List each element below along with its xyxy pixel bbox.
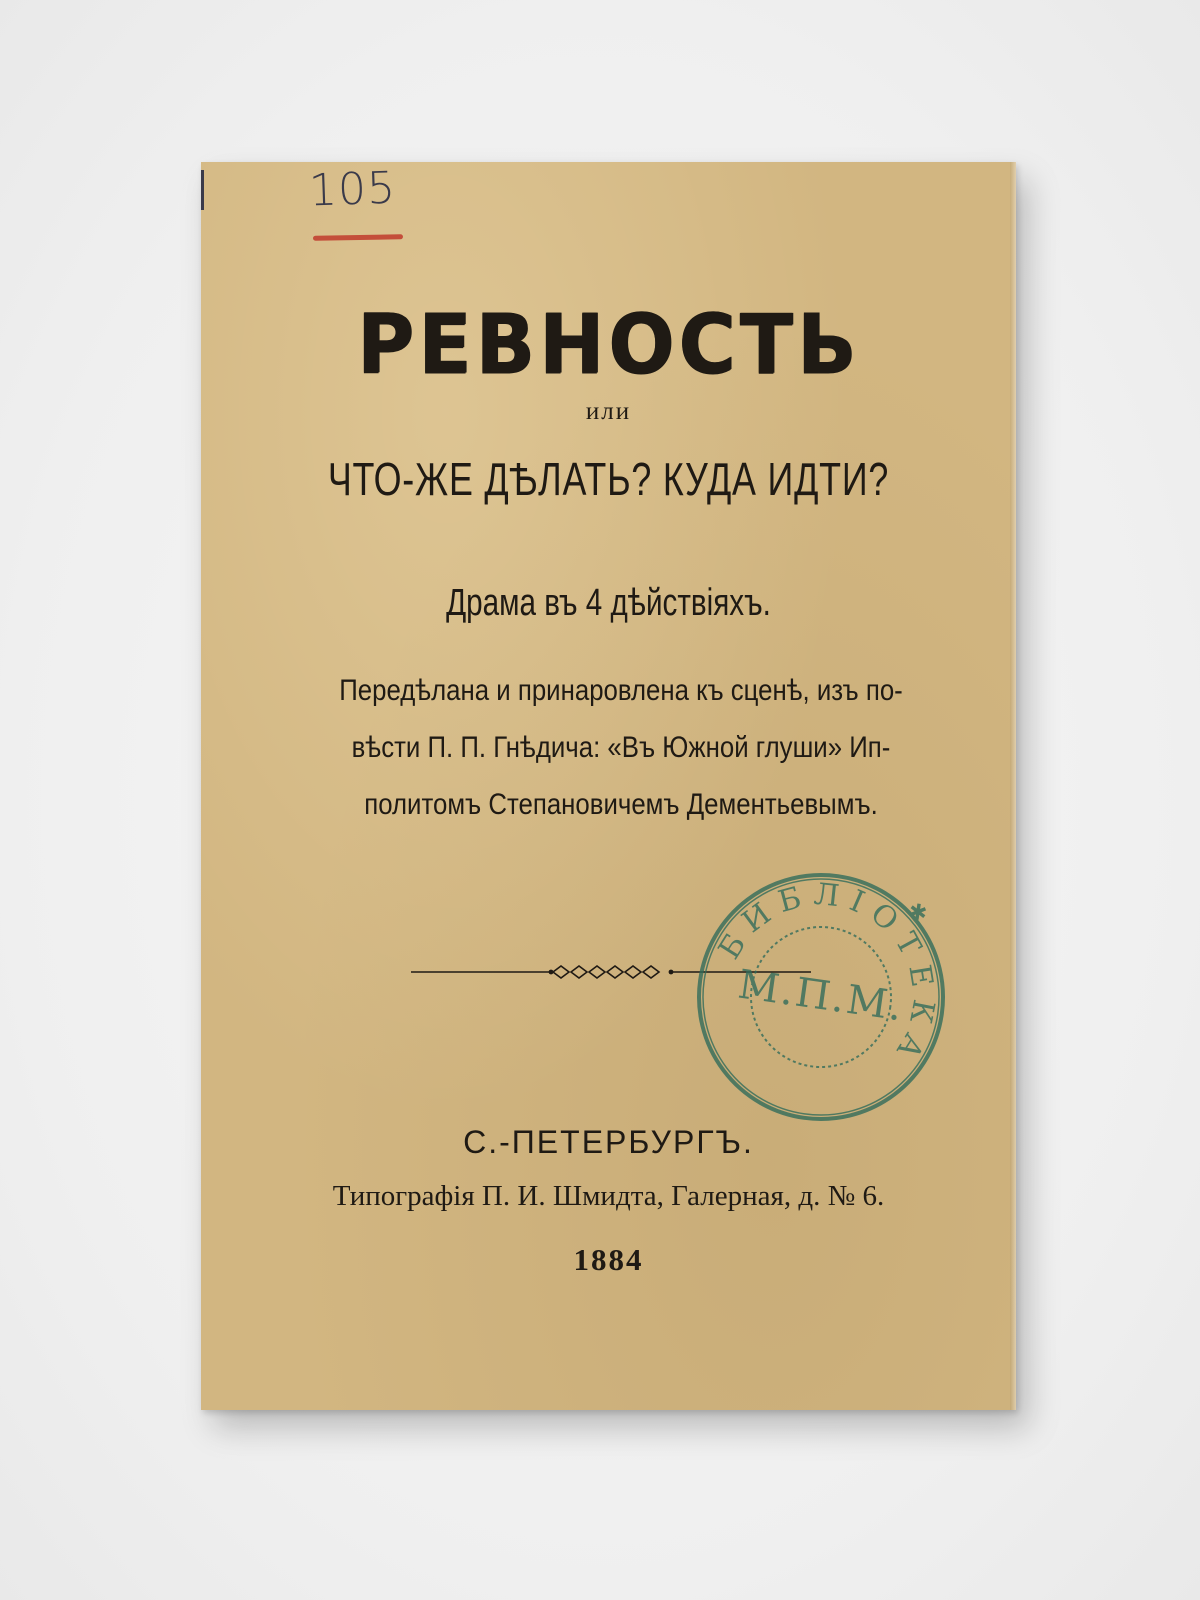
genre-line: Драма въ 4 дѣйствіяхъ. bbox=[446, 582, 771, 624]
credit-line: Передѣлана и принаровлена къ сценѣ, изъ по- bbox=[339, 674, 903, 707]
stamp-center-text: М.П.М. bbox=[735, 961, 908, 1031]
credit-line: вѣсти П. П. Гнѣдича: «Въ Южной глуши» Ип- bbox=[351, 731, 891, 764]
svg-text:БИБЛІОТЕКА bbox=[698, 863, 956, 1076]
publication-city: С.-ПЕТЕРБУРГЪ. bbox=[463, 1124, 754, 1160]
red-underline-mark bbox=[313, 234, 403, 241]
stamp-ring-text: БИБЛІОТЕКА bbox=[711, 876, 942, 1074]
credit-line: политомъ Степановичемъ Дементьевымъ. bbox=[364, 788, 878, 821]
book-title: РЕВНОСТЬ bbox=[356, 297, 861, 393]
shelf-mark-tick bbox=[201, 170, 214, 210]
printer-line: Типографія П. И. Шмидта, Галерная, д. № 6. bbox=[332, 1180, 885, 1212]
book-page-edge bbox=[1010, 162, 1016, 1410]
book-subtitle: ЧТО-ЖЕ ДѢЛАТЬ? КУДА ИДТИ? bbox=[327, 453, 890, 505]
credit-block bbox=[261, 662, 981, 833]
library-stamp bbox=[674, 850, 968, 1144]
svg-text:✱: ✱ bbox=[906, 899, 929, 927]
publication-year: 1884 bbox=[573, 1242, 644, 1277]
shelf-mark-number: 105 bbox=[308, 162, 397, 217]
book-cover bbox=[201, 162, 1016, 1410]
conjunction-text: или bbox=[585, 398, 632, 425]
